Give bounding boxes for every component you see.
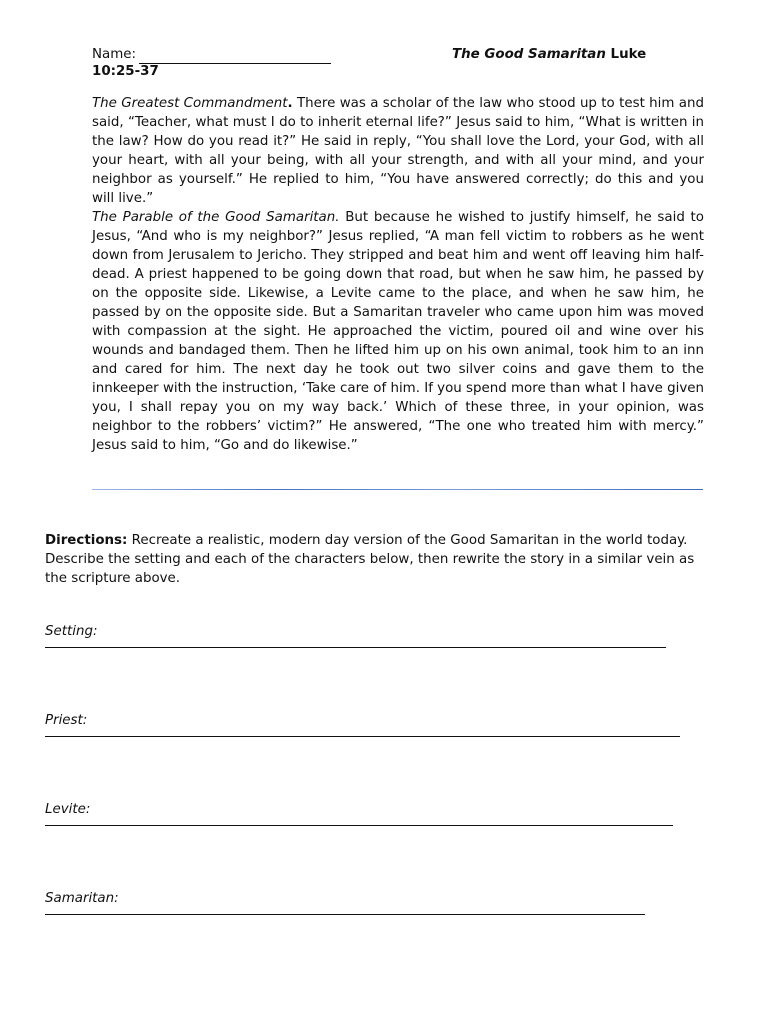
worksheet-title [452, 45, 646, 64]
priest-field [45, 711, 680, 737]
directions-text: Recreate a realistic, modern day version of the Good Samaritan in the world today. Describe the setting and each of the characters below, then rewrite the story in a similar vein as the scripture above. [45, 533, 695, 586]
levite-field [45, 800, 673, 826]
title-book: Luke [605, 47, 647, 62]
name-blank-line[interactable] [139, 49, 331, 64]
name-label: Name: [92, 47, 137, 62]
samaritan-answer-line[interactable] [45, 914, 645, 915]
title-italic: The Good Samaritan [452, 47, 606, 62]
levite-answer-line[interactable] [45, 825, 673, 826]
directions-label: Directions: [45, 533, 128, 548]
section-heading-greatest-commandment: The Greatest Commandment [92, 96, 288, 111]
paragraph-good-samaritan [92, 208, 704, 455]
setting-answer-line[interactable] [45, 647, 666, 648]
setting-label: Setting: [45, 624, 98, 639]
priest-answer-line[interactable] [45, 736, 680, 737]
setting-field [45, 622, 666, 648]
priest-label: Priest: [45, 713, 88, 728]
directions [45, 531, 717, 588]
section-heading-good-samaritan: The Parable of the Good Samaritan. [92, 210, 340, 225]
section-divider [92, 489, 703, 490]
scripture-passage [92, 94, 704, 455]
samaritan-field [45, 889, 645, 915]
worksheet-header [92, 45, 704, 83]
scripture-reference: 10:25-37 [92, 64, 159, 79]
paragraph-text-2: But because he wished to justify himself, he said to Jesus, “And who is my neighbor?” Jesus replied, “A man fell victim to robbers as he went down from Jerusalem to Jericho. They stripped and beat him and went off leaving him half-dead. A priest happened to be going down that road, but when he saw him, he passed by on the opposite side. Likewise, a Levite came to the place, and when he saw him, he passed by on the opposite side. But a Samaritan traveler who came upon him was moved with compassion at the sight. He approached the victim, poured oil and wine over his wounds and bandaged them. Then he lifted him up on his own animal, took him to an inn and cared for him. The next day he took out two silver coins and gave them to the innkeeper with the instruction, ‘Take care of him. If you spend more than what I have given you, I shall repay you on my way back.’ Which of these three, in your opinion, was neighbor to the robbers’ victim?” He answered, “The one who treated him with mercy.” Jesus said to him, “Go and do likewise.” [92, 210, 704, 453]
samaritan-label: Samaritan: [45, 891, 119, 906]
paragraph-text-1: There was a scholar of the law who stood up to test him and said, “Teacher, what must I do to inherit eternal life?” Jesus said to him, “What is written in the law? How do you read it?” He said in reply, “You shall love the Lord, your God, with all your heart, with all your being, with all your strength, and with all your mind, and your neighbor as yourself.” He replied to him, “You have answered correctly; do this and you will live.” [92, 96, 704, 206]
heading-period: . [287, 96, 293, 111]
paragraph-greatest-commandment [92, 94, 704, 208]
levite-label: Levite: [45, 802, 91, 817]
